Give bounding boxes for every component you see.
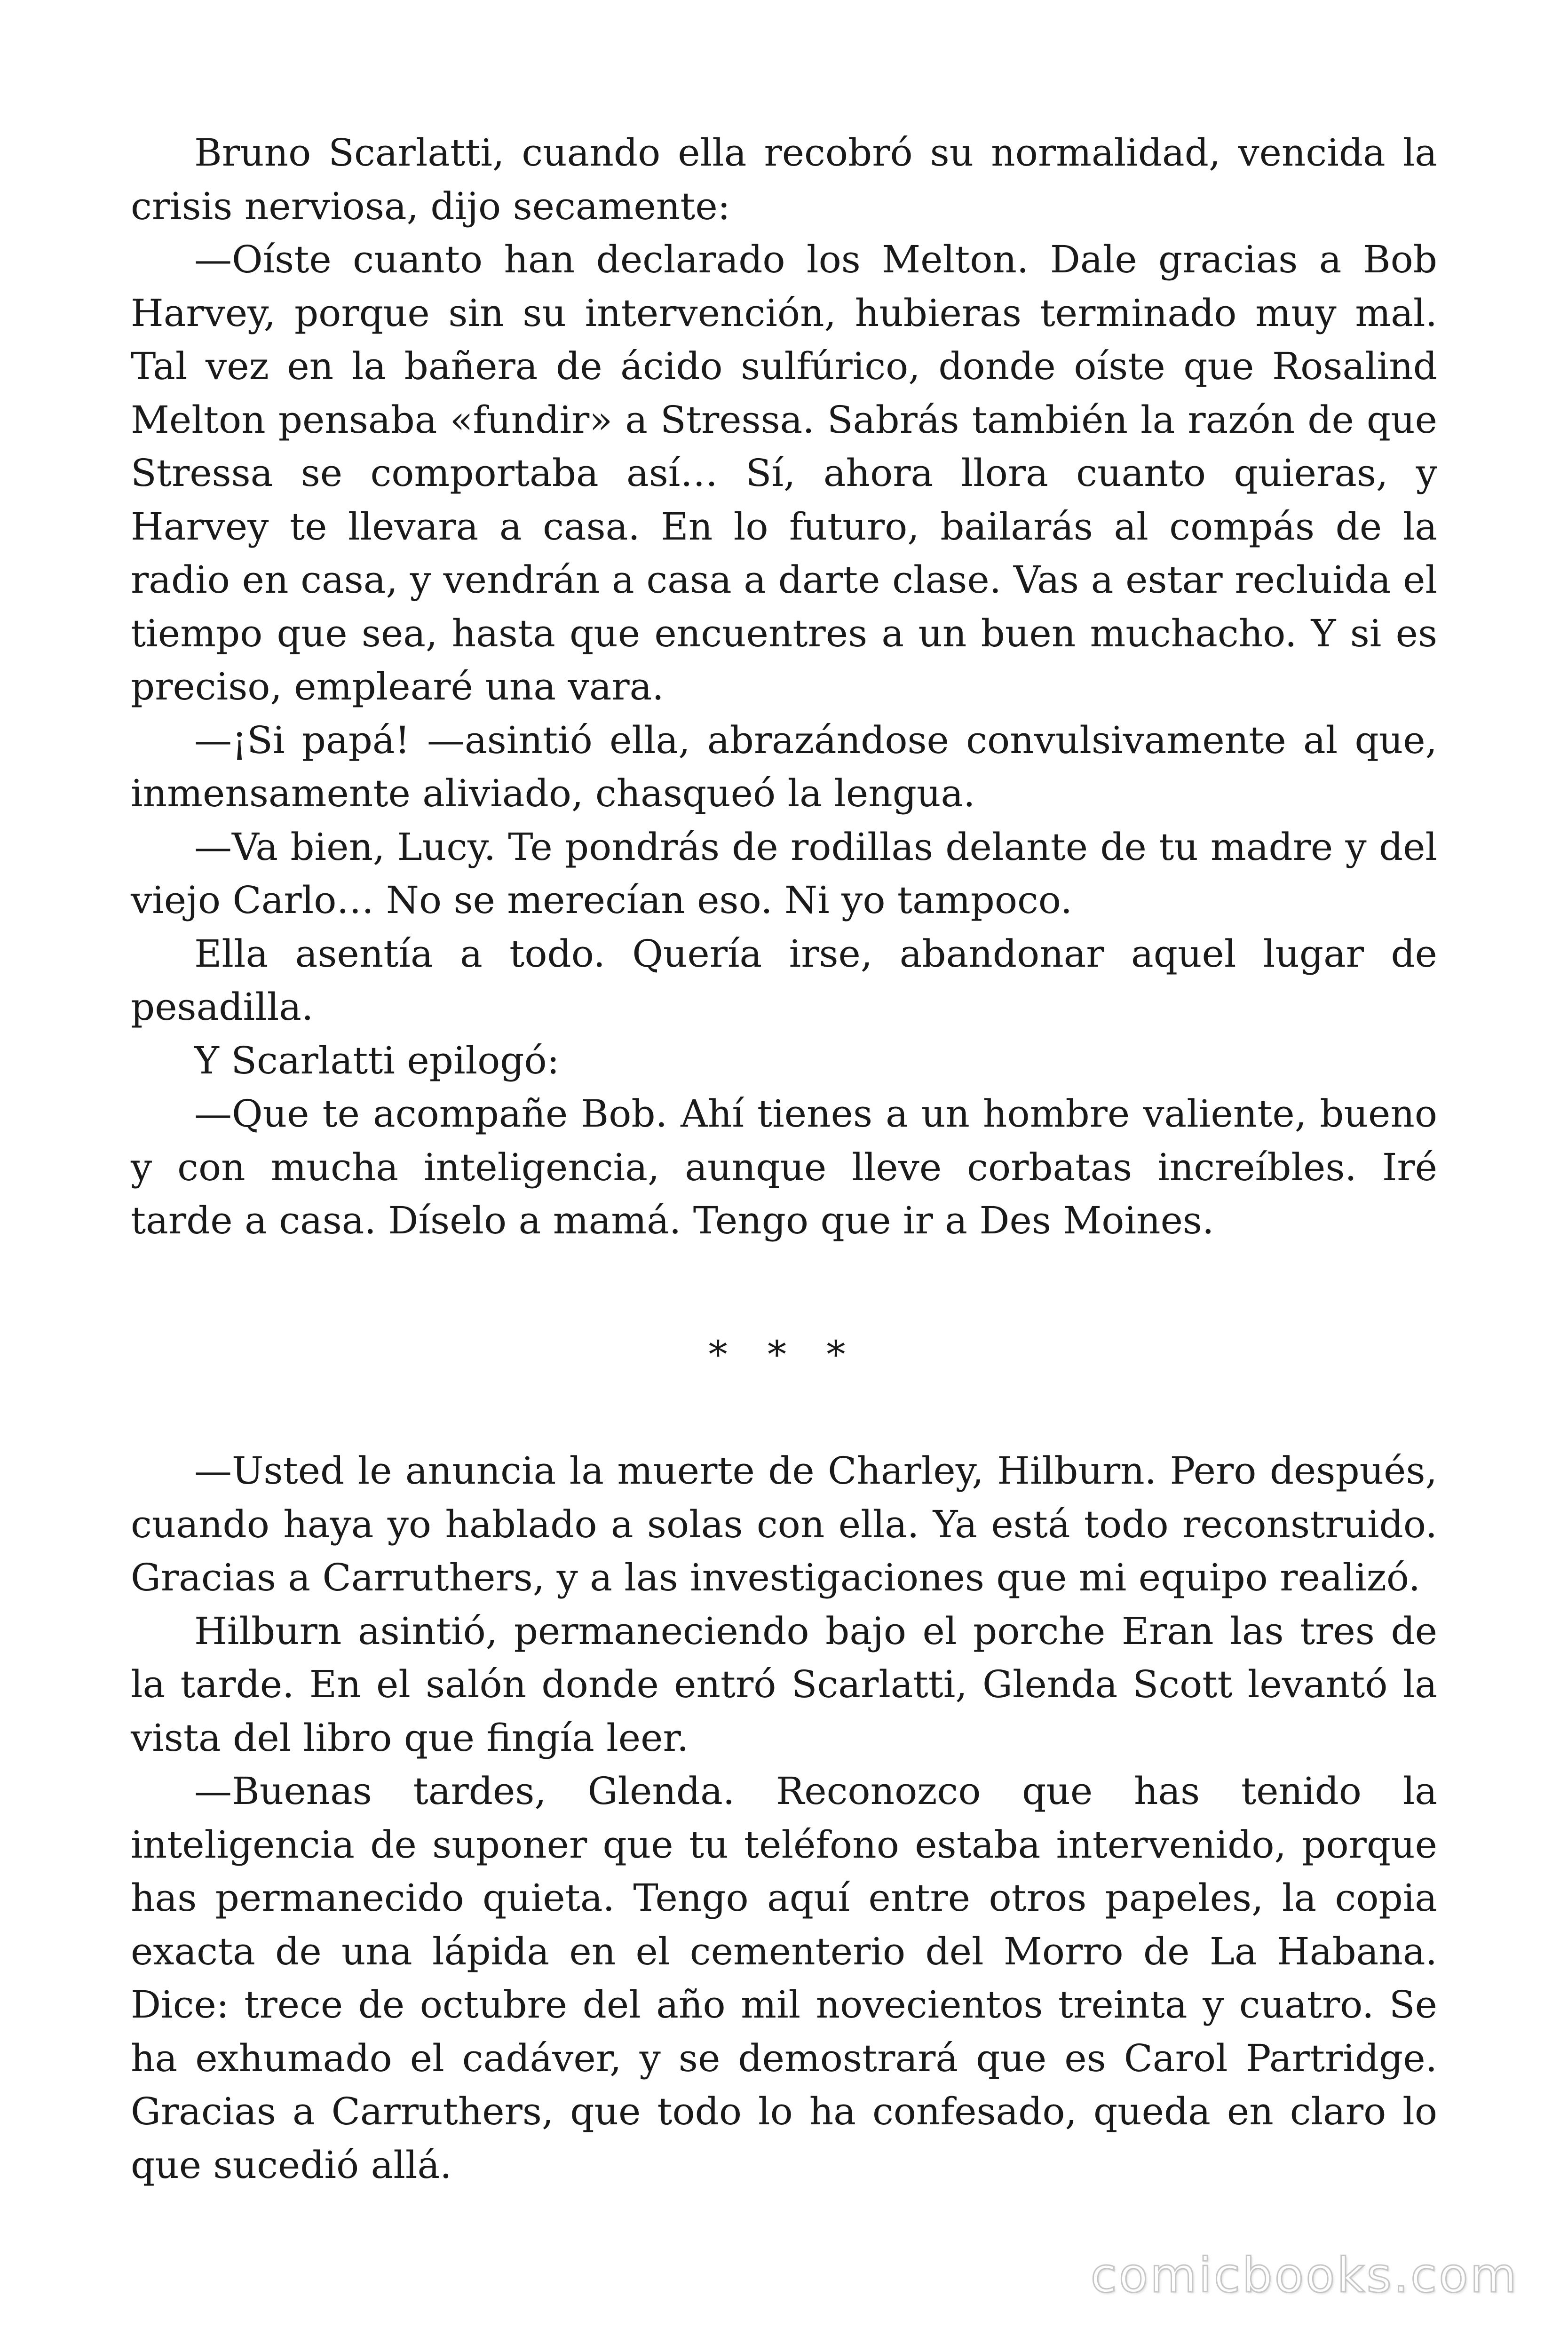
paragraph: —Buenas tardes, Glenda. Reconozco que has tenido la inteligencia de suponer que tu teléfono estaba intervenido, porque has permanecido quieta. Tengo aquí entre otros papeles, la copia exacta de una lápida en el cementerio del Morro de La Habana. Dice: trece de octubre del año mil novecientos treinta y cuatro. Se ha exhumado el cadáver, y se demostrará que es Carol Partridge. Gracias a Carruthers, que todo lo ha confesado, queda en claro lo que sucedió allá. — [131, 1769, 1437, 2187]
paragraph: Ella asentía a todo. Quería irse, abandonar aquel lugar de pesadilla. — [131, 931, 1437, 1029]
paragraph: —¡Si papá! —asintió ella, abrazándose convulsivamente al que, inmensamente aliviado, chasqueó la lengua. — [131, 718, 1437, 815]
paragraph: Hilburn asintió, permaneciendo bajo el porche Eran las tres de la tarde. En el salón donde entró Scarlatti, Glenda Scott levantó la vista del libro que fingía leer. — [131, 1609, 1437, 1760]
paragraph: —Que te acompañe Bob. Ahí tienes a un hombre valiente, bueno y con mucha inteligencia, aunque lleve corbatas increíbles. Iré tarde a casa. Díselo a mamá. Tengo que ir a Des Moines. — [131, 1092, 1437, 1242]
text-section-1 — [131, 126, 1437, 1248]
text-section-2 — [131, 1444, 1437, 2192]
paragraph: —Va bien, Lucy. Te pondrás de rodillas delante de tu madre y del viejo Carlo… No se merecían eso. Ni yo tampoco. — [131, 825, 1437, 922]
paragraph: Y Scarlatti epilogó: — [194, 1038, 560, 1082]
watermark: comicbooks.com — [1090, 2248, 1519, 2304]
section-separator: * * * — [708, 1333, 860, 1376]
paragraph: Bruno Scarlatti, cuando ella recobró su normalidad, vencida la crisis nerviosa, dijo secamente: — [131, 131, 1437, 228]
paragraph: —Usted le anuncia la muerte de Charley, Hilburn. Pero después, cuando haya yo hablado a solas con ella. Ya está todo reconstruido. Gracias a Carruthers, y a las investigaciones que mi equipo realizó. — [131, 1449, 1437, 1599]
paragraph: —Oíste cuanto han declarado los Melton. Dale gracias a Bob Harvey, porque sin su intervención, hubieras terminado muy mal. Tal vez en la bañera de ácido sulfúrico, donde oíste que Rosalind Melton pensaba «fundir» a Stressa. Sabrás también la razón de que Stressa se comportaba así… Sí, ahora llora cuanto quieras, y Harvey te llevara a casa. En lo futuro, bailarás al compás de la radio en casa, y vendrán a casa a darte clase. Vas a estar recluida el tiempo que sea, hasta que encuentres a un buen muchacho. Y si es preciso, emplearé una vara. — [131, 238, 1437, 708]
